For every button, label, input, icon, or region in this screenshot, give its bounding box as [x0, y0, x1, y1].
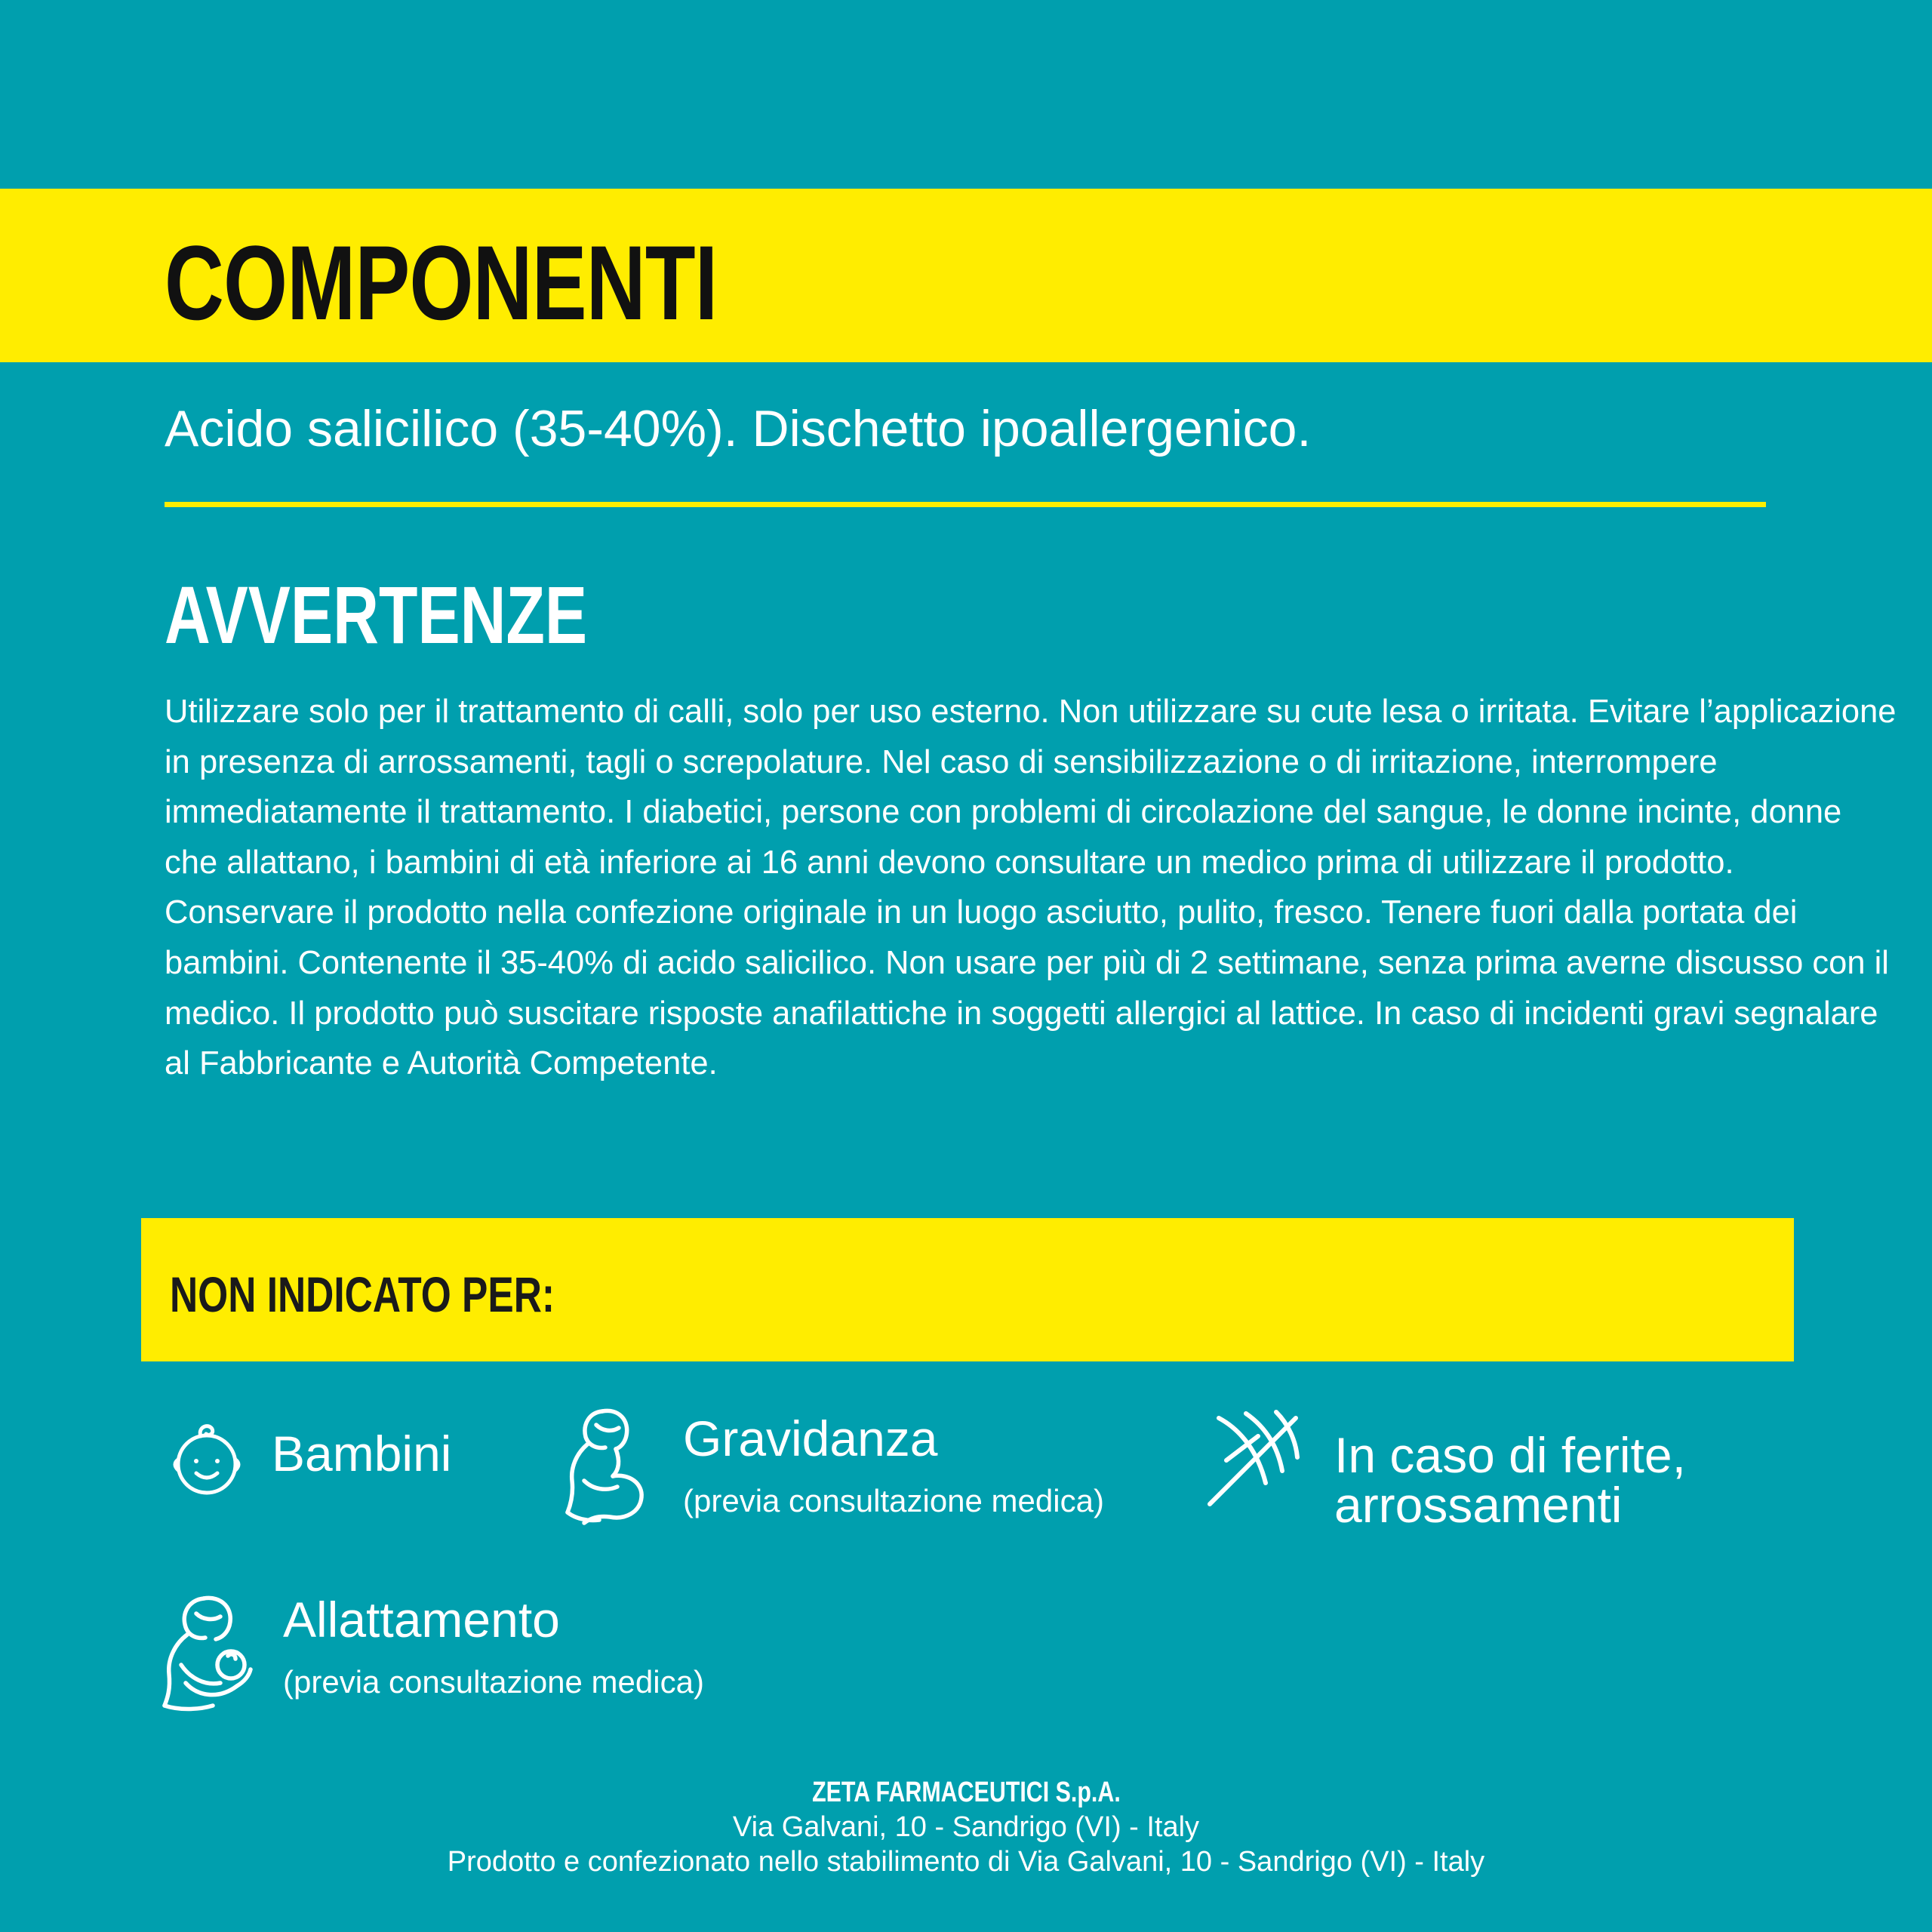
componenti-heading: COMPONENTI [165, 223, 718, 342]
footer-plant: Prodotto e confezionato nello stabilimento di Via Galvani, 10 - Sandrigo (VI) - Italy [447, 1846, 1485, 1878]
pregnant-woman-icon [557, 1405, 655, 1526]
baby-face-icon [168, 1419, 247, 1498]
bambini-label: Bambini [272, 1426, 452, 1481]
gravidanza-note: (previa consultazione medica) [683, 1483, 1104, 1518]
allattamento-note: (previa consultazione medica) [283, 1664, 704, 1700]
breastfeeding-icon [155, 1592, 257, 1713]
gravidanza-label: Gravidanza [683, 1411, 938, 1466]
scratch-wound-icon [1204, 1407, 1309, 1509]
footer-company [0, 1775, 1932, 1810]
ferite-label-line2: arrossamenti [1334, 1477, 1623, 1533]
non-indicato-heading: NON INDICATO PER: [170, 1266, 555, 1322]
componenti-text: Acido salicilico (35-40%). Dischetto ipoallergenico. [165, 400, 1312, 457]
section-divider [165, 502, 1766, 507]
avvertenze-heading: AVVERTENZE [165, 569, 588, 660]
footer-company-name: ZETA FARMACEUTICI S.p.A. [811, 1777, 1121, 1808]
allattamento-label: Allattamento [283, 1592, 560, 1647]
avvertenze-text: Utilizzare solo per il trattamento di calli, solo per uso esterno. Non utilizzare su cute lesa o irritata. Evitare l’applicazione in presenza di arrossamenti, tagli o screpolature. Nel caso di sensibilizzazione o di irritazione, interrompere immediatamente il trattamento. I diabetici, persone con problemi di circolazione del sangue, le donne incinte, donne che allattano, i bambini di età inferiore ai 16 anni devono consultare un medico prima di utilizzare il prodotto. Conservare il prodotto nella confezione originale in un luogo asciutto, pulito, fresco. Tenere fuori dalla portata dei bambini. Contenente il 35-40% di acido salicilico. Non usare per più di 2 settimane, senza prima averne discusso con il medico. Il prodotto può suscitare risposte anafilattiche in soggetti allergici al lattice. In caso di incidenti gravi segnalare al Fabbricante e Autorità Competente. [165, 694, 1897, 1082]
ferite-label-line1: In caso di ferite, [1334, 1427, 1686, 1483]
footer-address: Via Galvani, 10 - Sandrigo (VI) - Italy [732, 1811, 1200, 1843]
